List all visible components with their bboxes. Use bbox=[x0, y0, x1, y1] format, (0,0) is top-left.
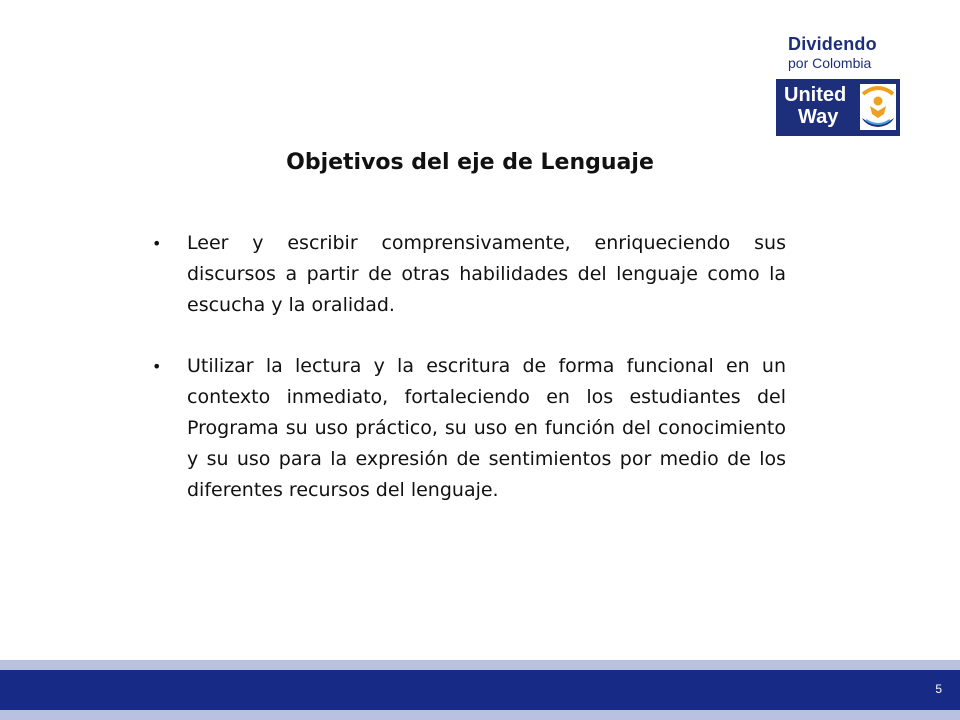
logo-united-text: United bbox=[784, 84, 847, 106]
logo-way-text: Way bbox=[798, 106, 839, 128]
logo-dividendo-text: Dividendo bbox=[788, 34, 877, 54]
objective-bullet bbox=[150, 228, 786, 321]
logo-por-colombia-text: por Colombia bbox=[788, 55, 872, 71]
bullet-dot-icon: • bbox=[152, 357, 162, 376]
objectives-list bbox=[150, 228, 786, 506]
slide-title: Objetivos del eje de Lenguaje bbox=[286, 150, 654, 175]
dividendo-united-way-logo bbox=[776, 28, 900, 136]
footer-bottom-stripe bbox=[0, 710, 960, 720]
page-number: 5 bbox=[935, 682, 942, 696]
footer-light-stripe bbox=[0, 660, 960, 670]
objective-text: Utilizar la lectura y la escritura de forma funcional en un contexto inmediato, fortaleciendo en los estudiantes del Programa su uso práctico, su uso en función del conocimiento y su uso para la expresión de sentimientos por medio de los diferentes recursos del lenguaje. bbox=[187, 355, 786, 501]
united-way-block bbox=[776, 79, 900, 136]
footer-band bbox=[0, 670, 960, 710]
objective-bullet bbox=[150, 351, 786, 506]
logo-top-block bbox=[776, 28, 900, 76]
objective-text: Leer y escribir comprensivamente, enriqueciendo sus discursos a partir de otras habilidades del lenguaje como la escucha y la oralidad. bbox=[187, 232, 786, 316]
bullet-dot-icon: • bbox=[152, 234, 162, 253]
united-way-emblem-icon bbox=[860, 84, 896, 130]
